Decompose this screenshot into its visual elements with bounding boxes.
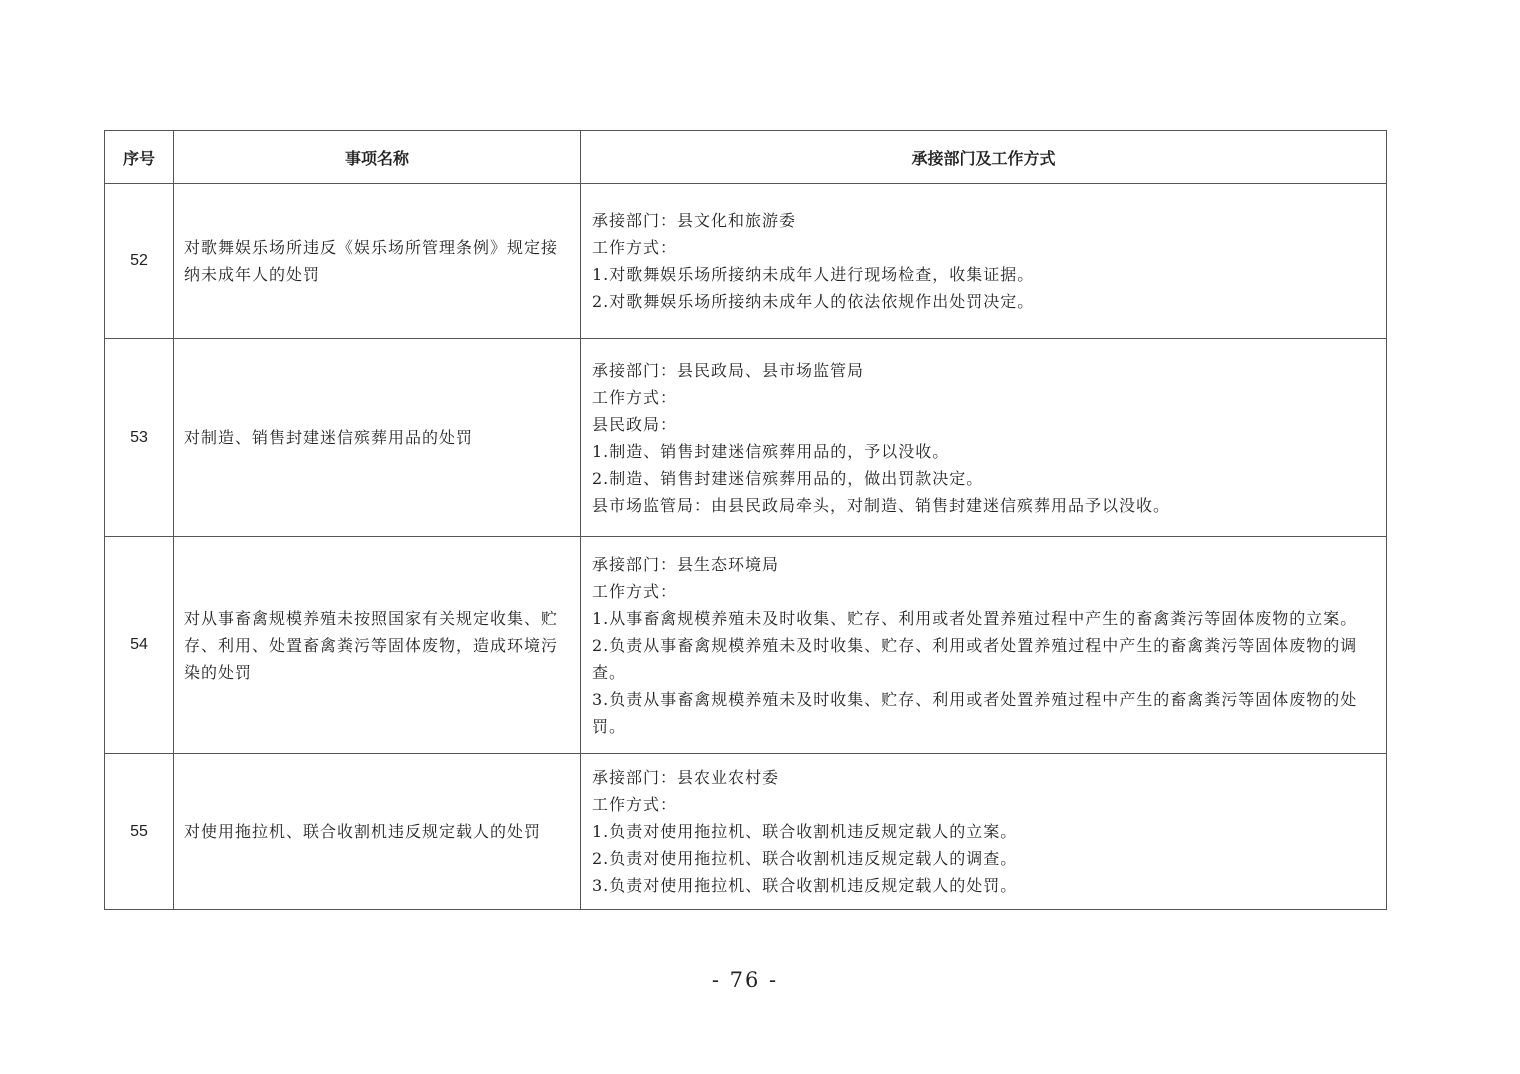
row-number: 54 xyxy=(105,537,174,754)
dept-line: 工作方式： xyxy=(592,238,678,257)
table-row xyxy=(105,754,1387,910)
items-table xyxy=(104,130,1387,910)
dept-line: 工作方式： xyxy=(592,387,678,407)
header-item-name: 事项名称 xyxy=(174,131,581,184)
dept-line: 县民政局： xyxy=(592,414,678,434)
department-method xyxy=(581,339,1387,537)
dept-line: 县市场监管局：由县民政局牵头，对制造、销售封建迷信殡葬用品予以没收。 xyxy=(592,495,1171,515)
dept-line: 1.制造、销售封建迷信殡葬用品的，予以没收。 xyxy=(592,441,950,461)
page-number: - 76 - xyxy=(711,968,779,992)
dept-line: 2.负责对使用拖拉机、联合收割机违反规定载人的调查。 xyxy=(592,849,1018,868)
item-name: 对歌舞娱乐场所违反《娱乐场所管理条例》规定接纳未成年人的处罚 xyxy=(174,184,581,339)
table-row xyxy=(105,339,1387,537)
dept-line: 1.对歌舞娱乐场所接纳未成年人进行现场检查，收集证据。 xyxy=(592,265,1035,284)
department-method xyxy=(581,184,1387,339)
item-name: 对制造、销售封建迷信殡葬用品的处罚 xyxy=(174,339,581,537)
header-department-method: 承接部门及工作方式 xyxy=(581,131,1387,184)
department-method xyxy=(581,754,1387,910)
header-number: 序号 xyxy=(105,131,174,184)
dept-line: 工作方式： xyxy=(592,581,678,601)
row-number: 52 xyxy=(105,184,174,339)
dept-line: 3.负责从事畜禽规模养殖未及时收集、贮存、利用或者处置养殖过程中产生的畜禽粪污等固体废物的处罚。 xyxy=(592,689,1358,736)
dept-line: 工作方式： xyxy=(592,795,678,814)
dept-line: 承接部门：县生态环境局 xyxy=(592,554,780,574)
table-header-row xyxy=(105,131,1387,184)
dept-line: 承接部门：县文化和旅游委 xyxy=(592,211,797,230)
dept-line: 3.负责对使用拖拉机、联合收割机违反规定载人的处罚。 xyxy=(592,876,1018,895)
dept-line: 1.负责对使用拖拉机、联合收割机违反规定载人的立案。 xyxy=(592,822,1018,841)
dept-line: 2.对歌舞娱乐场所接纳未成年人的依法依规作出处罚决定。 xyxy=(592,292,1035,311)
department-method xyxy=(581,537,1387,754)
row-number: 53 xyxy=(105,339,174,537)
dept-line: 承接部门：县民政局、县市场监管局 xyxy=(592,360,865,380)
dept-line: 2.负责从事畜禽规模养殖未及时收集、贮存、利用或者处置养殖过程中产生的畜禽粪污等固体废物的调查。 xyxy=(592,635,1358,682)
item-name: 对使用拖拉机、联合收割机违反规定载人的处罚 xyxy=(174,754,581,910)
table-row xyxy=(105,537,1387,754)
item-name: 对从事畜禽规模养殖未按照国家有关规定收集、贮存、利用、处置畜禽粪污等固体废物，造成环境污染的处罚 xyxy=(174,537,581,754)
dept-line: 承接部门：县农业农村委 xyxy=(592,768,780,787)
dept-line: 2.制造、销售封建迷信殡葬用品的，做出罚款决定。 xyxy=(592,468,984,488)
dept-line: 1.从事畜禽规模养殖未及时收集、贮存、利用或者处置养殖过程中产生的畜禽粪污等固体废物的立案。 xyxy=(592,608,1358,628)
table-row xyxy=(105,184,1387,339)
row-number: 55 xyxy=(105,754,174,910)
